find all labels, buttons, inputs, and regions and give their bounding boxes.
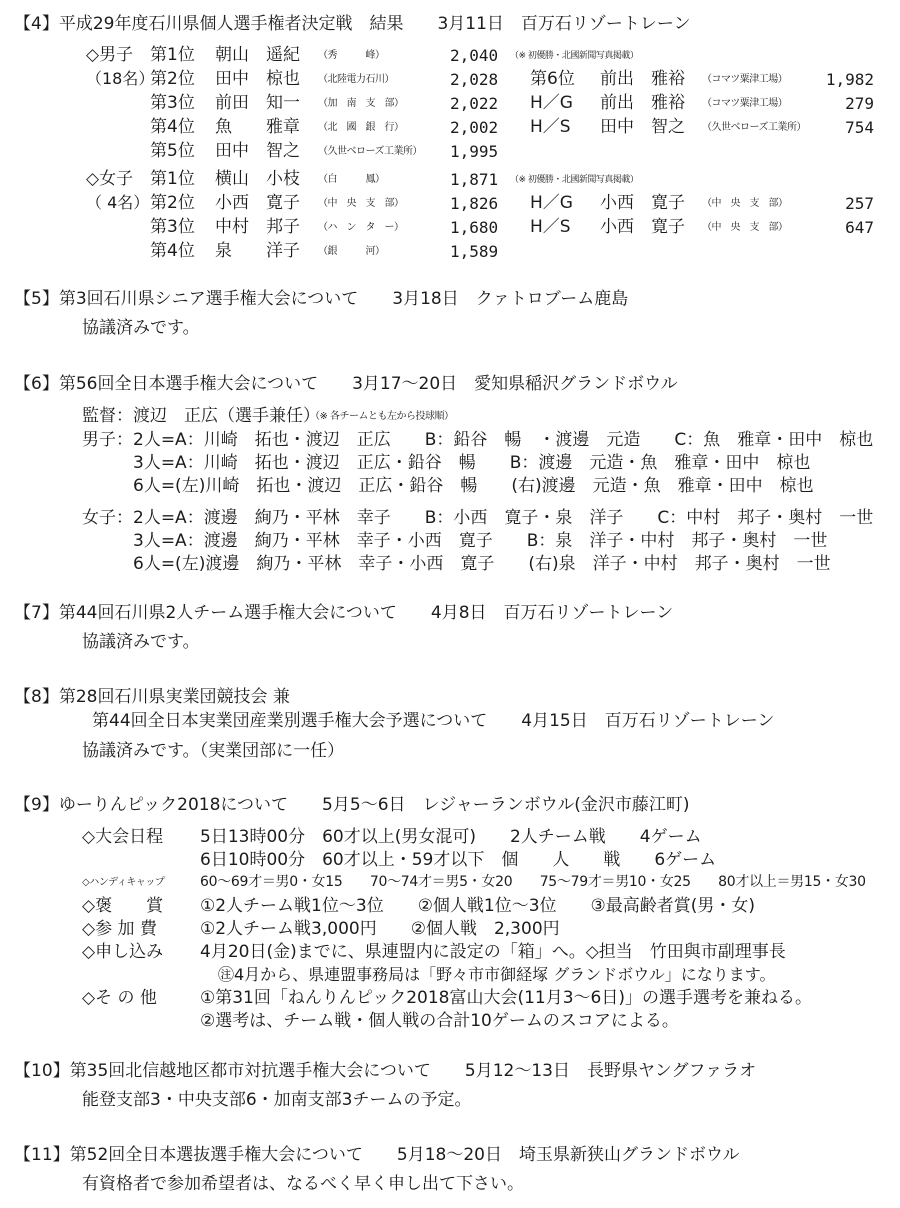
section-6-header: 【6】第56回全日本選手権大会について 3月17～20日 愛知県稲沢グランドボウル <box>14 374 678 394</box>
section-8-header: 【8】第28回石川県実業団競技会 兼 <box>14 687 290 707</box>
section-10-body: 能登支部3・中央支部6・加南支部3チームの予定。 <box>82 1090 472 1110</box>
apply-note: ㊟4月から、県連盟事務局は「野々市市御経塚 グランドボウル」になります。 <box>218 965 776 984</box>
result-name: 朝山 遥紀 <box>215 45 300 65</box>
result-name: 小西 寛子 <box>600 217 685 237</box>
schedule-day2: 6日10時00分 60才以上・59才以下 個 人 戦 6ゲーム <box>200 850 717 870</box>
handicap-values: 60～69才＝男0・女15 70～74才＝男5・女20 75～79才＝男10・女25 80才以上＝男15・女30 <box>200 874 866 890</box>
result-org: （久世ベローズ工業所） <box>702 122 806 133</box>
award-values: ①2人チーム戦1位～3位 ②個人戦1位～3位 ③最高齢者賞(男・女) <box>200 896 756 916</box>
result-name: 横山 小枝 <box>215 169 300 189</box>
result-org: （加 南 支 部） <box>318 98 404 109</box>
result-name: 田中 椋也 <box>215 69 300 89</box>
result-name: 小西 寛子 <box>215 193 300 213</box>
result-rank: H／G <box>530 193 573 213</box>
result-org: （ハ ン タ ー） <box>318 222 404 233</box>
section-7-body: 協議済みです。 <box>82 632 200 652</box>
result-score: 1,995 <box>450 142 499 161</box>
fee-values: ①2人チーム戦3,000円 ②個人戦 2,300円 <box>200 919 560 939</box>
result-org: （コマツ粟津工場） <box>702 74 788 85</box>
result-name: 田中 智之 <box>215 141 300 161</box>
schedule-day1: 5日13時00分 60才以上(男女混可) 2人チーム戦 4ゲーム <box>200 827 702 847</box>
result-rank: H／S <box>530 117 571 137</box>
result-score: 754 <box>845 118 874 137</box>
result-org: （北 國 銀 行） <box>318 122 404 133</box>
result-org: （北陸電力石川） <box>318 74 394 85</box>
result-rank: 第3位 <box>150 93 195 113</box>
section-8-header-line2: 第44回全日本実業団産業別選手権大会予選について 4月15日 百万石リゾートレーン <box>92 711 775 731</box>
result-name: 前田 知一 <box>215 93 300 113</box>
fee-label: ◇参 加 費 <box>82 919 157 939</box>
men-label: ◇男子 <box>86 45 134 65</box>
result-name: 田中 智之 <box>600 117 685 137</box>
section-10-header: 【10】第35回北信越地区都市対抗選手権大会について 5月12～13日 長野県ヤングファラオ <box>14 1061 757 1081</box>
result-rank: 第6位 <box>530 69 575 89</box>
result-rank: H／G <box>530 93 573 113</box>
result-score: 1,871 <box>450 170 499 189</box>
result-rank: 第4位 <box>150 241 195 261</box>
section-7-header: 【7】第44回石川県2人チーム選手権大会について 4月8日 百万石リゾートレーン <box>14 603 674 623</box>
result-note: （※ 初優勝・北國新聞写真掲載） <box>510 51 639 61</box>
result-org: （白 鳳） <box>318 174 385 185</box>
section-9-header: 【9】ゆーりんピック2018について 5月5～6日 レジャーランボウル(金沢市藤江町) <box>14 795 690 815</box>
result-score: 1,826 <box>450 194 499 213</box>
result-score: 2,040 <box>450 46 499 65</box>
result-org: （中 央 支 部） <box>318 198 404 209</box>
section-5-body: 協議済みです。 <box>82 318 200 338</box>
award-label: ◇褒 賞 <box>82 896 164 916</box>
men-count: （18名） <box>86 69 155 88</box>
handicap-label: ◇ハンディキャップ <box>82 877 165 888</box>
women-team-line: 女子：2人=A：渡邊 絢乃・平林 幸子 B：小西 寛子・泉 洋子 C：中村 邦子・奥村 一世 <box>82 508 874 528</box>
section-11-header: 【11】第52回全日本選抜選手権大会について 5月18～20日 埼玉県新狭山グランドボウル <box>14 1145 740 1165</box>
result-rank: 第1位 <box>150 45 195 65</box>
result-org: （銀 河） <box>318 246 385 257</box>
other-label: ◇そ の 他 <box>82 988 157 1008</box>
result-name: 泉 洋子 <box>215 241 300 261</box>
result-rank: H／S <box>530 217 571 237</box>
result-score: 279 <box>845 94 874 113</box>
result-name: 中村 邦子 <box>215 217 300 237</box>
men-team-line: 3人=A：川崎 拓也・渡辺 正広・鉛谷 暢 B：渡邊 元造・魚 雅章・田中 椋也 <box>133 453 811 473</box>
result-rank: 第2位 <box>150 69 195 89</box>
result-name: 前出 雅裕 <box>600 93 685 113</box>
women-count: （ 4名） <box>86 193 150 212</box>
women-team-line: 6人=(左)渡邊 絢乃・平林 幸子・小西 寛子 (右)泉 洋子・中村 邦子・奥村 一世 <box>133 554 831 574</box>
result-org: （久世ベローズ工業所） <box>318 146 422 157</box>
other-item-1: ①第31回「ねんりんピック2018富山大会(11月3～6日)」の選手選考を兼ねる。 <box>200 988 812 1008</box>
result-score: 2,002 <box>450 118 499 137</box>
result-score: 1,982 <box>825 70 874 89</box>
women-team-line: 3人=A：渡邊 絢乃・平林 幸子・小西 寛子 B：泉 洋子・中村 邦子・奥村 一世 <box>133 531 828 551</box>
apply-label: ◇申し込み <box>82 942 164 962</box>
result-score: 1,680 <box>450 218 499 237</box>
result-rank: 第4位 <box>150 117 195 137</box>
men-team-line: 6人=(左)川崎 拓也・渡辺 正広・鉛谷 暢 (右)渡邊 元造・魚 雅章・田中 椋也 <box>133 476 814 496</box>
coach-line: 監督：渡辺 正広（選手兼任） <box>82 406 320 426</box>
coach-note: （※ 各チームとも左から投球順） <box>310 411 454 422</box>
result-rank: 第3位 <box>150 217 195 237</box>
apply-values: 4月20日(金)までに、県連盟内に設定の「箱」へ。◇担当 竹田與市副理事長 <box>200 942 786 962</box>
other-item-2: ②選考は、チーム戦・個人戦の合計10ゲームのスコアによる。 <box>200 1011 679 1031</box>
result-note: （※ 初優勝・北國新聞写真掲載） <box>510 175 639 185</box>
result-org: （中 央 支 部） <box>702 222 788 233</box>
result-name: 魚 雅章 <box>215 117 300 137</box>
section-5-header: 【5】第3回石川県シニア選手権大会について 3月18日 クァトロブーム鹿島 <box>14 289 629 309</box>
schedule-label: ◇大会日程 <box>82 827 164 847</box>
men-team-line: 男子：2人=A：川崎 拓也・渡辺 正広 B：鉛谷 暢 ・渡邊 元造 C：魚 雅章・田中 椋也 <box>82 430 874 450</box>
result-org: （コマツ粟津工場） <box>702 98 788 109</box>
result-rank: 第5位 <box>150 141 195 161</box>
section-11-body: 有資格者で参加希望者は、なるべく早く申し出て下さい。 <box>82 1174 524 1194</box>
result-score: 647 <box>845 218 874 237</box>
section-8-body: 協議済みです。（実業団部に一任） <box>82 741 345 761</box>
result-score: 2,022 <box>450 94 499 113</box>
section-4-header: 【4】平成29年度石川県個人選手権者決定戦 結果 3月11日 百万石リゾートレーン <box>14 14 691 34</box>
women-label: ◇女子 <box>86 169 134 189</box>
result-score: 257 <box>845 194 874 213</box>
result-rank: 第2位 <box>150 193 195 213</box>
result-rank: 第1位 <box>150 169 195 189</box>
result-name: 小西 寛子 <box>600 193 685 213</box>
result-score: 2,028 <box>450 70 499 89</box>
result-org: （中 央 支 部） <box>702 198 788 209</box>
result-score: 1,589 <box>450 242 499 261</box>
result-org: （秀 峰） <box>318 50 385 61</box>
result-name: 前出 雅裕 <box>600 69 685 89</box>
